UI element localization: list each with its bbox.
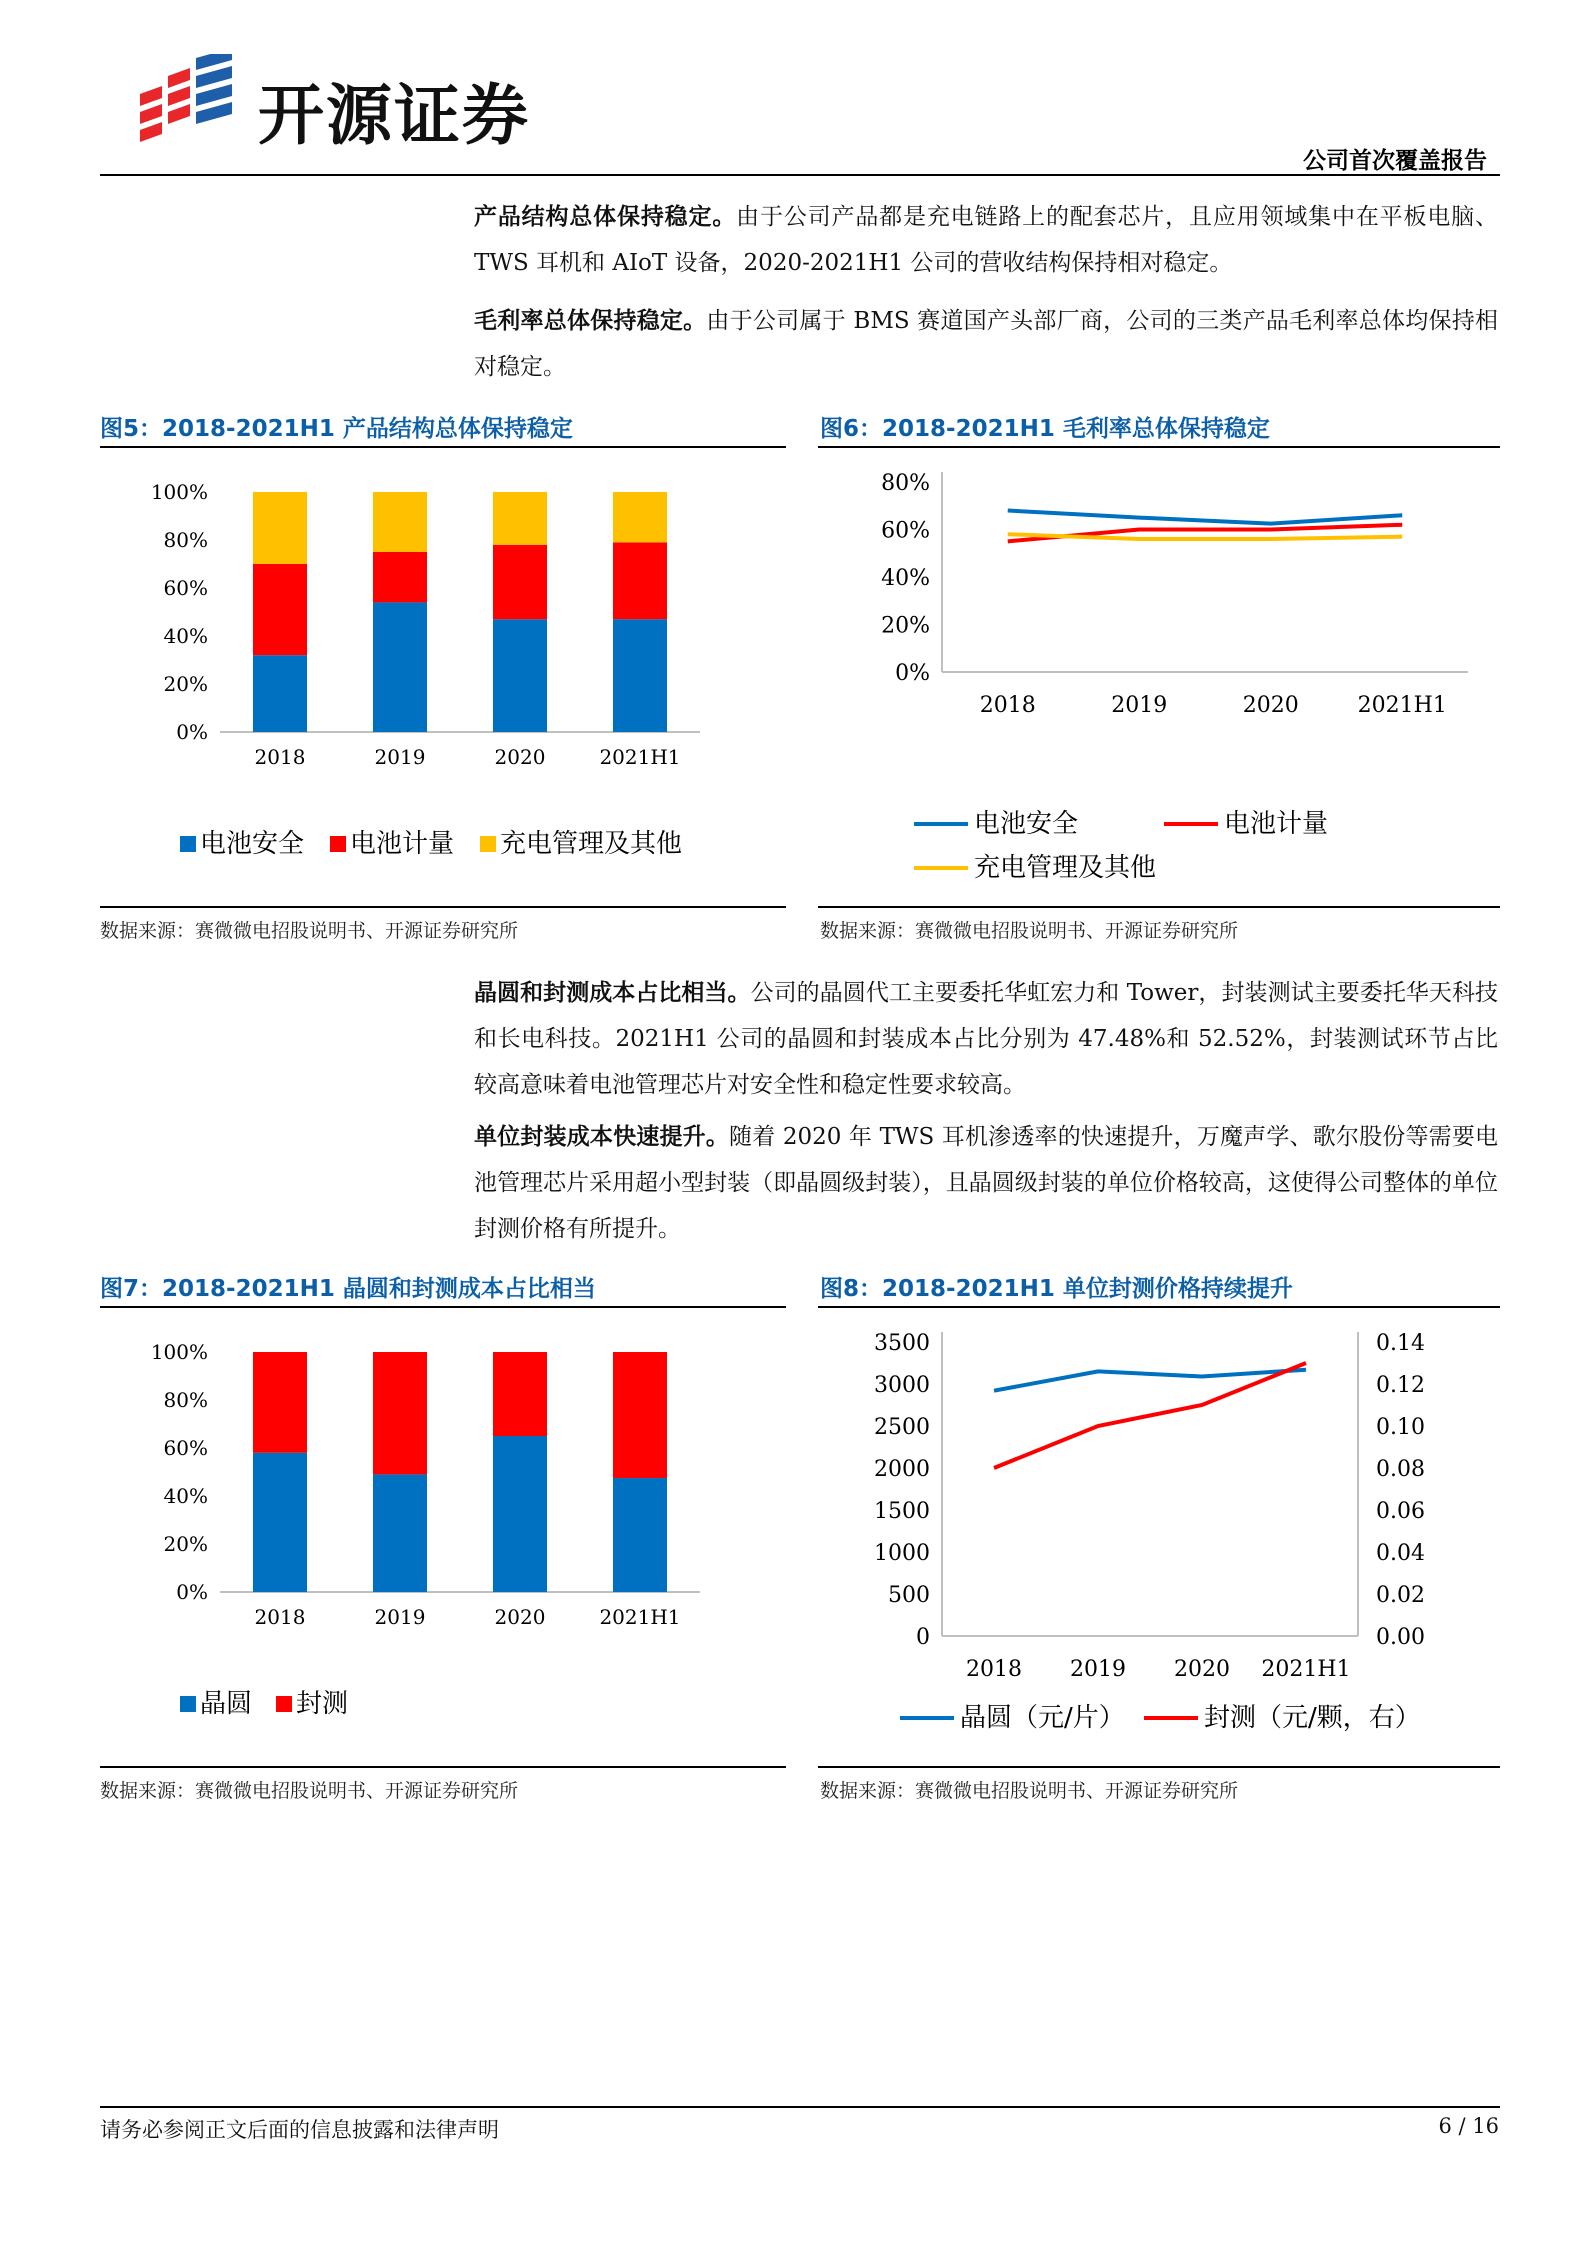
y-tick-label: 2500: [874, 1415, 930, 1440]
paragraph-gross-margin: 毛利率总体保持稳定。由于公司属于 BMS 赛道国产头部厂商，公司的三类产品毛利率总体均保持相对稳定。: [474, 308, 1498, 380]
bar-segment: [493, 1352, 547, 1436]
legend-label: 封测: [296, 1689, 349, 1719]
figure-5-bottom-rule: [100, 906, 786, 908]
figure-8-chart: [818, 1312, 1500, 1762]
y-tick-label: 100%: [150, 1340, 208, 1364]
bar-segment: [613, 542, 667, 619]
figure-6-top-rule: [818, 446, 1500, 448]
x-tick-label: 2020: [494, 745, 546, 769]
bar-segment: [373, 1352, 427, 1474]
series-line: [1008, 534, 1403, 539]
y-tick-label: 80%: [881, 471, 930, 496]
legend-label: 充电管理及其他: [974, 853, 1157, 883]
x-tick-label: 2020: [1242, 693, 1299, 718]
y-tick-label: 3000: [874, 1373, 930, 1398]
paragraph-product-structure: 产品结构总体保持稳定。由于公司产品都是充电链路上的配套芯片，且应用领域集中在平板电脑、TWS 耳机和 AIoT 设备，2020-2021H1 公司的营收结构保持相对稳定。: [474, 204, 1499, 276]
bar-segment: [613, 619, 667, 732]
figure-8-title: 图8：2018-2021H1 单位封测价格持续提升: [820, 1276, 1293, 1302]
figure-5-chart: [100, 452, 786, 902]
x-tick-label: 2021H1: [1357, 693, 1447, 718]
figure-7-top-rule: [100, 1306, 786, 1308]
legend-label: 晶圆: [200, 1689, 253, 1719]
y-tick-label: 20%: [163, 672, 208, 696]
figure-8-source: 数据来源：赛微微电招股说明书、开源证券研究所: [820, 1780, 1239, 1802]
x-tick-label: 2020: [1174, 1657, 1230, 1682]
report-type: 公司首次覆盖报告: [1303, 148, 1487, 174]
legend-label: 晶圆（元/片）: [960, 1703, 1125, 1733]
figure-5-title: 图5：2018-2021H1 产品结构总体保持稳定: [100, 416, 573, 442]
paragraph-cost-share: 晶圆和封测成本占比相当。公司的晶圆代工主要委托华虹宏力和 Tower，封装测试主要委托华天科技和长电科技。2021H1 公司的晶圆和封装成本占比分别为 47.48%和 52.52%，封装测试环节占比较高意味着电池管理芯片对安全性和稳定性要求较高。: [474, 980, 1499, 1098]
legend-swatch: [180, 1696, 196, 1712]
footer-divider: [100, 2106, 1500, 2108]
y-tick-label: 80%: [163, 1388, 208, 1412]
bar-segment: [253, 1352, 307, 1453]
x-tick-label: 2021H1: [599, 745, 681, 769]
legend-swatch: [276, 1696, 292, 1712]
bar-segment: [493, 619, 547, 732]
y-tick-label: 60%: [881, 518, 930, 544]
legend-label: 电池安全: [200, 829, 305, 859]
y-right-tick-label: 0.02: [1376, 1583, 1425, 1608]
bar-segment: [493, 1436, 547, 1592]
legend-label: 电池计量: [350, 829, 455, 859]
y-tick-label: 60%: [163, 1436, 208, 1460]
y-tick-label: 2000: [874, 1457, 930, 1482]
y-right-tick-label: 0.04: [1376, 1541, 1425, 1566]
figure-7-bottom-rule: [100, 1766, 786, 1768]
figure-8-top-rule: [818, 1306, 1500, 1308]
y-tick-label: 100%: [150, 480, 208, 504]
y-tick-label: 0%: [176, 1580, 208, 1604]
brand-logo-icon: [132, 54, 242, 150]
bar-segment: [253, 1453, 307, 1592]
bar-segment: [493, 545, 547, 619]
x-tick-label: 2021H1: [599, 1605, 681, 1629]
series-line: [994, 1363, 1306, 1468]
figure-8-bottom-rule: [818, 1766, 1500, 1768]
x-tick-label: 2018: [966, 1657, 1022, 1682]
header-divider: [100, 174, 1500, 176]
y-tick-label: 1500: [874, 1499, 930, 1524]
legend-label: 电池计量: [1224, 809, 1329, 839]
legend-swatch: [480, 836, 496, 852]
figure-5-top-rule: [100, 446, 786, 448]
bar-segment: [613, 1478, 667, 1592]
bar-segment: [373, 602, 427, 732]
x-tick-label: 2018: [254, 1605, 306, 1629]
page-number: 6 / 16: [1438, 2114, 1499, 2138]
bar-segment: [253, 564, 307, 655]
x-tick-label: 2019: [374, 745, 426, 769]
y-tick-label: 40%: [163, 624, 208, 648]
y-tick-label: 1000: [874, 1541, 930, 1566]
y-tick-label: 0%: [176, 720, 208, 744]
legend-swatch: [330, 836, 346, 852]
y-tick-label: 20%: [881, 613, 930, 639]
figure-6-bottom-rule: [818, 906, 1500, 908]
x-tick-label: 2021H1: [1261, 1657, 1351, 1682]
x-tick-label: 2019: [1111, 693, 1168, 718]
brand-name: 开源证券: [258, 77, 530, 154]
y-tick-label: 80%: [163, 528, 208, 552]
x-tick-label: 2019: [1070, 1657, 1126, 1682]
figure-6-source: 数据来源：赛微微电招股说明书、开源证券研究所: [820, 920, 1239, 942]
footer-disclaimer: 请务必参阅正文后面的信息披露和法律声明: [100, 2118, 499, 2142]
paragraph-unit-packaging-cost: 单位封装成本快速提升。随着 2020 年 TWS 耳机渗透率的快速提升，万魔声学、歌尔股份等需要电池管理芯片采用超小型封装（即晶圆级封装），且晶圆级封装的单位价格较高，这使得公司整体的单位封测价格有所提升。: [474, 1124, 1499, 1242]
bar-segment: [373, 492, 427, 552]
x-tick-label: 2019: [374, 1605, 426, 1629]
bar-segment: [613, 492, 667, 542]
y-tick-label: 500: [888, 1583, 930, 1608]
y-right-tick-label: 0.10: [1376, 1415, 1425, 1440]
figure-5-source: 数据来源：赛微微电招股说明书、开源证券研究所: [100, 920, 519, 942]
x-tick-label: 2020: [494, 1605, 546, 1629]
y-tick-label: 40%: [881, 566, 930, 591]
figure-7-title: 图7：2018-2021H1 晶圆和封测成本占比相当: [100, 1276, 596, 1302]
y-tick-label: 20%: [163, 1532, 208, 1556]
legend-label: 充电管理及其他: [500, 829, 683, 859]
bar-segment: [373, 1474, 427, 1592]
y-right-tick-label: 0.06: [1376, 1499, 1425, 1524]
legend-label: 电池安全: [974, 809, 1079, 839]
legend-label: 封测（元/颗，右）: [1204, 1703, 1421, 1733]
x-tick-label: 2018: [979, 693, 1036, 718]
bar-segment: [373, 552, 427, 602]
series-line: [1008, 511, 1403, 524]
y-right-tick-label: 0.08: [1376, 1457, 1425, 1482]
y-right-tick-label: 0.00: [1376, 1625, 1425, 1650]
x-tick-label: 2018: [254, 745, 306, 769]
bar-segment: [253, 492, 307, 564]
y-tick-label: 0: [916, 1625, 930, 1650]
figure-6-chart: [818, 452, 1500, 902]
bar-segment: [253, 655, 307, 732]
legend-swatch: [180, 836, 196, 852]
y-tick-label: 40%: [163, 1484, 208, 1508]
y-right-tick-label: 0.12: [1376, 1373, 1425, 1398]
y-right-tick-label: 0.14: [1376, 1331, 1425, 1356]
bar-segment: [613, 1352, 667, 1478]
figure-7-chart: [100, 1312, 786, 1762]
figure-6-title: 图6：2018-2021H1 毛利率总体保持稳定: [820, 416, 1270, 442]
y-tick-label: 60%: [163, 576, 208, 600]
y-tick-label: 3500: [874, 1331, 930, 1356]
bar-segment: [493, 492, 547, 545]
figure-7-source: 数据来源：赛微微电招股说明书、开源证券研究所: [100, 1780, 519, 1802]
y-tick-label: 0%: [895, 661, 930, 686]
